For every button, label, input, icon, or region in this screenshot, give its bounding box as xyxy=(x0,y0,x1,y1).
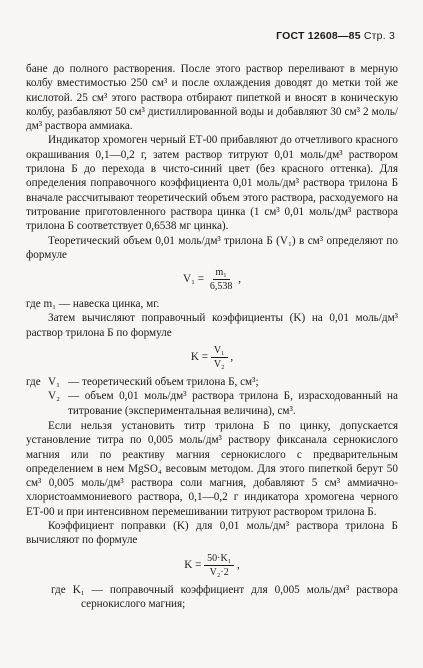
definition-symbol: V₂ xyxy=(48,390,60,403)
definition-symbol: V₁ xyxy=(48,376,60,389)
formula-tail: , xyxy=(237,558,240,571)
denominator: V₂·2 xyxy=(209,566,229,578)
document-code: ГОСТ 12608—85 xyxy=(276,30,361,42)
formula-k-magnesium xyxy=(26,552,398,579)
definition-text: — теоретический объем трилона Б, см³; xyxy=(68,376,259,389)
paragraph-7: Коэффициент поправки (K) для 0,01 моль/дм³ раствора трилона Б вычисляют по формуле xyxy=(26,520,398,547)
formula-tail: , xyxy=(238,273,241,286)
definition-k1: где K₁ — поправочный коэффициент для 0,005 моль/дм³ раствора сернокислого магния; xyxy=(51,583,398,610)
paragraph-5: Затем вычисляют поправочный коэффициенты (K) на 0,01 моль/дм³ раствор трилона Б по формуле xyxy=(26,312,398,339)
definition-text: — объем 0,01 моль/дм³ раствора трилона Б, израсходованный на титрование (экспериментальная величина), см³. xyxy=(68,390,398,417)
page-header xyxy=(276,30,395,42)
formula-lhs: K = xyxy=(184,558,202,571)
formula-lhs: V₁ = xyxy=(183,273,205,286)
paragraph-3: Теоретический объем 0,01 моль/дм³ трилона Б (V₁) в см³ определяют по формуле xyxy=(26,234,398,261)
page-number: Стр. 3 xyxy=(363,30,395,42)
formula-tail: , xyxy=(230,351,234,364)
fraction xyxy=(204,552,234,579)
paragraph-1: бане до полного растворения. После этого раствор переливают в мерную колбу вместимостью 250 см³ и после охлаждения доводят до метки той же кислотой. 25 см³ этого раствора отбирают пипеткой и вносят в коническую колбу, разбавляют 50 см³ дистиллированной воды и добавляют 30 см³ 2 моль/дм³ раствора аммиака. xyxy=(26,63,398,133)
numerator: 50·K₁ xyxy=(204,552,234,566)
numerator: m₁ xyxy=(213,266,230,280)
denominator: 6,538 xyxy=(209,281,233,293)
definition-spacer xyxy=(26,389,48,418)
numerator: V₁ xyxy=(211,344,228,358)
paragraph-4: где m₁ — навеска цинка, мг. xyxy=(26,298,160,311)
formula-v1 xyxy=(26,266,398,293)
definition-prefix: где xyxy=(26,376,41,389)
formula-lhs: K = xyxy=(190,351,209,364)
fraction xyxy=(207,266,236,293)
denominator: V₂ xyxy=(213,359,225,371)
fraction xyxy=(211,344,228,371)
document-body xyxy=(26,62,398,611)
definition-v1 xyxy=(26,375,398,389)
paragraph-2: Индикатор хромоген черный ЕТ-00 прибавляют до отчетливого красного окрашивания 0,1—0,2 г, затем раствор титруют 0,01 моль/дм³ раствором трилона Б до перехода в чисто-синий цвет (без красного оттенка). Для определения поправочного коэффициента 0,01 моль/дм³ раствора трилона Б вначале рассчитывают теоретический объем этого раствора, расходуемого на титрование приготовленного раствора цинка (1 см³ 0,01 моль/дм³ раствора трилона Б соответствует 0,6538 мг цинка). xyxy=(26,134,398,233)
paragraph-6: Если нельзя установить титр трилона Б по цинку, допускается установление титра по 0,005 моль/дм³ раствору фиксанала сернокислого магния или по реактиву магния сернокислого с предварительным определением в нем MgSO₄ весовым методом. Для этого пипеткой берут 50 см³ 0,005 моль/дм³ раствора соли магния, добавляют 5 см³ аммиачно-хлористоаммониевого раствора, 0,1—0,2 г индикатора хромогена черного ЕТ-00 и при интенсивном перемешивании титруют раствором трилона Б. xyxy=(26,419,398,518)
definition-v2 xyxy=(26,389,398,418)
definitions-list xyxy=(26,375,398,418)
formula-k xyxy=(26,344,398,371)
